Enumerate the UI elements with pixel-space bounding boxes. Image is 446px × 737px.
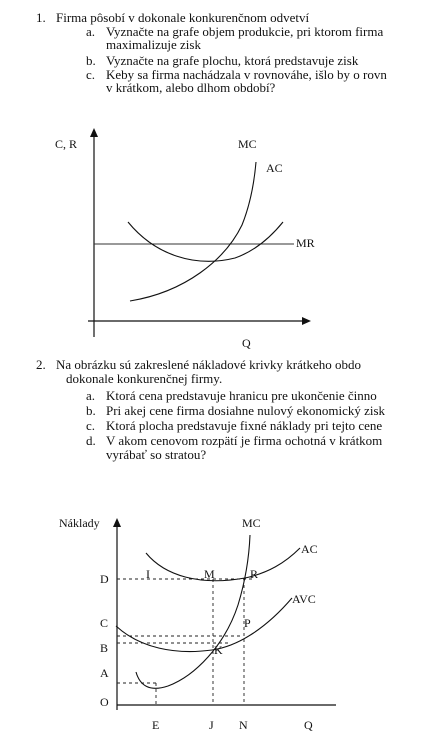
graph-2-x-label: Q: [304, 718, 313, 732]
graph-2-y-arrow: [113, 518, 121, 527]
point-i: I: [146, 567, 150, 581]
graph-2-mc-curve: [136, 535, 250, 688]
graph-2-y-label: Náklady: [59, 516, 100, 530]
point-m: M: [204, 567, 215, 581]
sub-letter: c.: [86, 418, 96, 433]
tick-a: A: [100, 666, 109, 680]
sub-text-line: Ktorá plocha predstavuje fixné náklady pri tejto cene: [106, 418, 383, 433]
point-k: K: [214, 643, 223, 657]
graph-2-avc-curve: [116, 598, 292, 652]
graph-1-ac-label: AC: [266, 161, 283, 175]
problem-1-text: Firma pôsobí v dokonale konkurenčnom odvetví: [56, 10, 310, 25]
graph-2-mc-label: MC: [242, 516, 261, 530]
sub-text-line: maximalizuje zisk: [106, 37, 201, 52]
graph-1-x-label: Q: [242, 336, 251, 350]
sub-text-line: Vyznačte na grafe plochu, ktorá predstavuje zisk: [106, 53, 359, 68]
graph-1-y-label: C, R: [55, 137, 78, 151]
sub-letter: a.: [86, 388, 96, 403]
tick-j: J: [209, 718, 214, 732]
sub-letter: a.: [86, 24, 96, 39]
problem-1-number: 1.: [36, 10, 46, 25]
graph-2-ac-label: AC: [301, 542, 318, 556]
sub-text-line: v krátkom, alebo dlhom období?: [106, 80, 276, 95]
sub-letter: b.: [86, 403, 96, 418]
tick-b: B: [100, 641, 109, 655]
graph-2-ac-curve: [146, 548, 300, 581]
sub-text-line: Vyznačte na grafe objem produkcie, pri ktorom firma: [106, 24, 384, 39]
point-r: R: [250, 567, 259, 581]
sub-text-line: V akom cenovom rozpätí je firma ochotná v krátkom: [106, 433, 383, 448]
tick-o: O: [100, 695, 109, 709]
problem-2-text-line: Na obrázku sú zakreslené nákladové krivky krátkeho obdo: [56, 357, 362, 372]
sub-text-line: vyrábať so stratou?: [106, 447, 207, 462]
sub-letter: d.: [86, 433, 96, 448]
sub-text-line: Keby sa firma nachádzala v rovnováhe, išlo by o rovn: [106, 67, 387, 82]
problem-2-number: 2.: [36, 357, 46, 372]
point-p: P: [244, 616, 251, 630]
sub-text-line: Ktorá cena predstavuje hranicu pre ukončenie činno: [106, 388, 377, 403]
tick-d: D: [100, 572, 109, 586]
graph-2-avc-label: AVC: [292, 592, 316, 606]
tick-c: C: [100, 616, 109, 630]
sub-letter: b.: [86, 53, 96, 68]
sub-text-line: Pri akej cene firma dosiahne nulový ekonomický zisk: [106, 403, 386, 418]
graph-1-mr-label: MR: [296, 236, 315, 250]
problem-2-text-line: dokonale konkurenčnej firmy.: [66, 371, 223, 386]
tick-n: N: [239, 718, 248, 732]
graph-1-mc-label: MC: [238, 137, 257, 151]
sub-letter: c.: [86, 67, 96, 82]
tick-e: E: [152, 718, 160, 732]
